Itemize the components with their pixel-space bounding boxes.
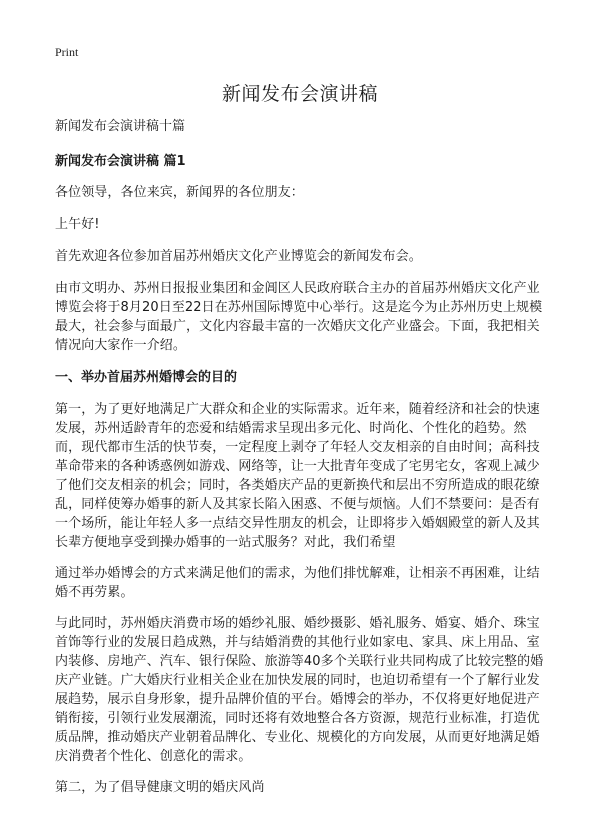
- paragraph-industry: 与此同时，苏州婚庆消费市场的婚纱礼服、婚纱摄影、婚礼服务、婚宴、婚介、珠宝首饰等行业的发展日趋成熟，并与结婚消费的其他行业如家电、家具、床上用品、室内装修、房地产、汽车、银行保险、旅游等40多个关联行业共同构成了比较完整的婚庆产业链。广大婚庆行业相关企业在加快发展的同时，也迫切希望有一个了解行业发展趋势，展示自身形象，提升品牌价值的平台。婚博会的举办，不仅将更好地促进产销衔接，引领行业发展潮流，同时还将有效地整合各方资源，规范行业标准，打造优质品牌，推动婚庆产业朝着品牌化、专业化、规模化的方向发展，从而更好地满足婚庆消费者个性化、创意化的需求。: [55, 616, 544, 764]
- paragraph-welcome: 首先欢迎各位参加首届苏州婚庆文化产业博览会的新闻发布会。: [55, 249, 422, 264]
- heading-purpose: 一、举办首届苏州婚博会的目的: [55, 370, 238, 385]
- document-subtitle: 新闻发布会演讲稿十篇: [55, 119, 186, 134]
- paragraph-greeting: 各位领导，各位来宾，新闻界的各位朋友：: [55, 185, 304, 200]
- paragraph-second-reason: 第二，为了倡导健康文明的婚庆风尚: [55, 780, 265, 795]
- paragraph-first-reason: 第一，为了更好地满足广大群众和企业的实际需求。近年来，随着经济和社会的快速发展，苏州适龄青年的恋爱和结婚需求呈现出多元化、时尚化、个性化的趋势。然而，现代都市生活的快节奏，一定程度上剥夺了年轻人交友相亲的自由时间；高科技革命带来的各种诱惑例如游戏、网络等，让一大批青年变成了宅男宅女，客观上减少了他们交友相亲的机会；同时，各类婚庆产品的更新换代和层出不穷所造成的眼花缭乱，同样使筹办婚事的新人及其家长陷入困惑、不便与烦恼。人们不禁要问：是否有一个场所，能让年轻人多一点结交异性朋友的机会，让即将步入婚姻殿堂的新人及其长辈方便地享受到操办婚事的一站式服务？对此，我们希望: [55, 402, 540, 550]
- paragraph-introduction: 由市文明办、苏州日报报业集团和金阊区人民政府联合主办的首届苏州婚庆文化产业博览会将于8月20日至22日在苏州国际博览中心举行。这是迄今为止苏州历史上规模最大，社会参与面最广，文化内容最丰富的一次婚庆文化产业盛会。下面，我把相关情况向大家作一介绍。: [55, 281, 543, 353]
- paragraph-first-reason-continued: 通过举办婚博会的方式来满足他们的需求，为他们排忧解难，让相亲不再困难，让结婚不再劳累。: [55, 566, 540, 600]
- paragraph-good-morning: 上午好!: [55, 217, 100, 232]
- page-title: 新闻发布会演讲稿: [221, 83, 378, 105]
- print-link[interactable]: Print: [55, 45, 79, 59]
- document-body: [55, 118, 550, 809]
- section-heading: 新闻发布会演讲稿 篇1: [55, 154, 186, 169]
